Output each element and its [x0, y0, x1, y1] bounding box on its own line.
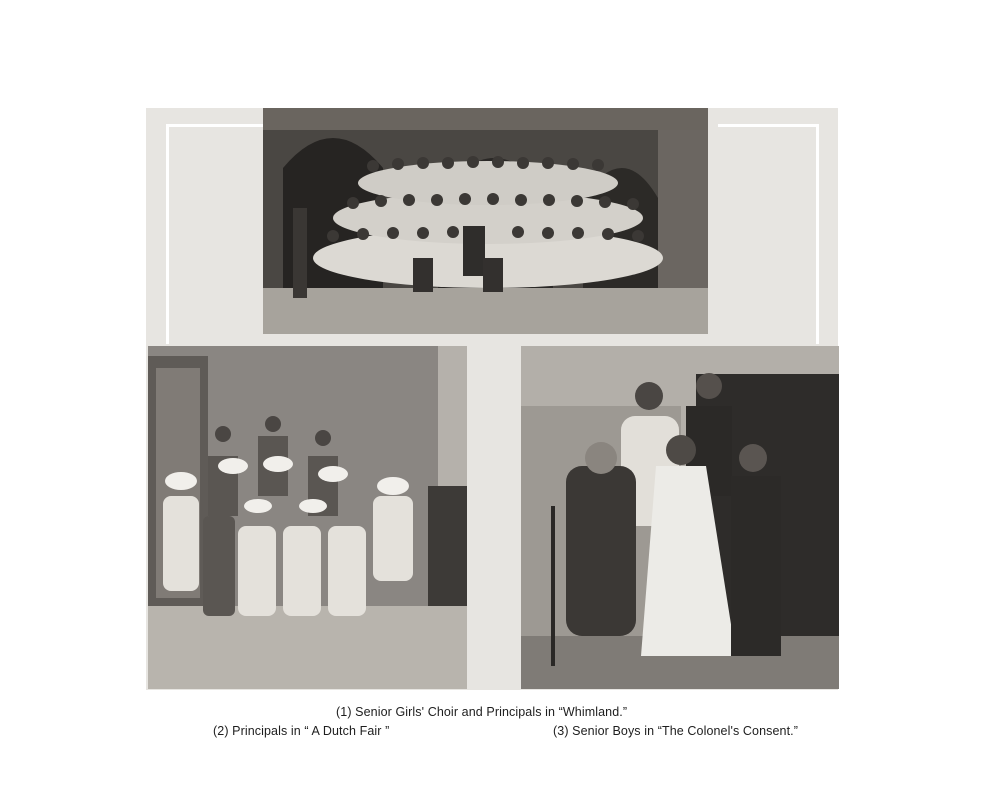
caption-photo-3: (3) Senior Boys in “The Colonel's Consent.” [553, 724, 798, 738]
colonels-consent-photo-illustration [521, 346, 839, 689]
frame-line-left-horizontal [166, 124, 266, 127]
caption-photo-1: (1) Senior Girls' Choir and Principals in “Whimland.” [336, 705, 628, 719]
frame-line-left-top [166, 124, 169, 344]
choir-photo-illustration [263, 108, 708, 334]
photo-senior-girls-choir [263, 108, 708, 334]
frame-line-right-top [816, 124, 819, 344]
photo-colonels-consent [521, 346, 839, 689]
frame-line-right-horizontal [718, 124, 818, 127]
dutch-fair-photo-illustration [148, 346, 467, 689]
photo-dutch-fair [148, 346, 467, 689]
caption-photo-2: (2) Principals in “ A Dutch Fair ” [213, 724, 390, 738]
